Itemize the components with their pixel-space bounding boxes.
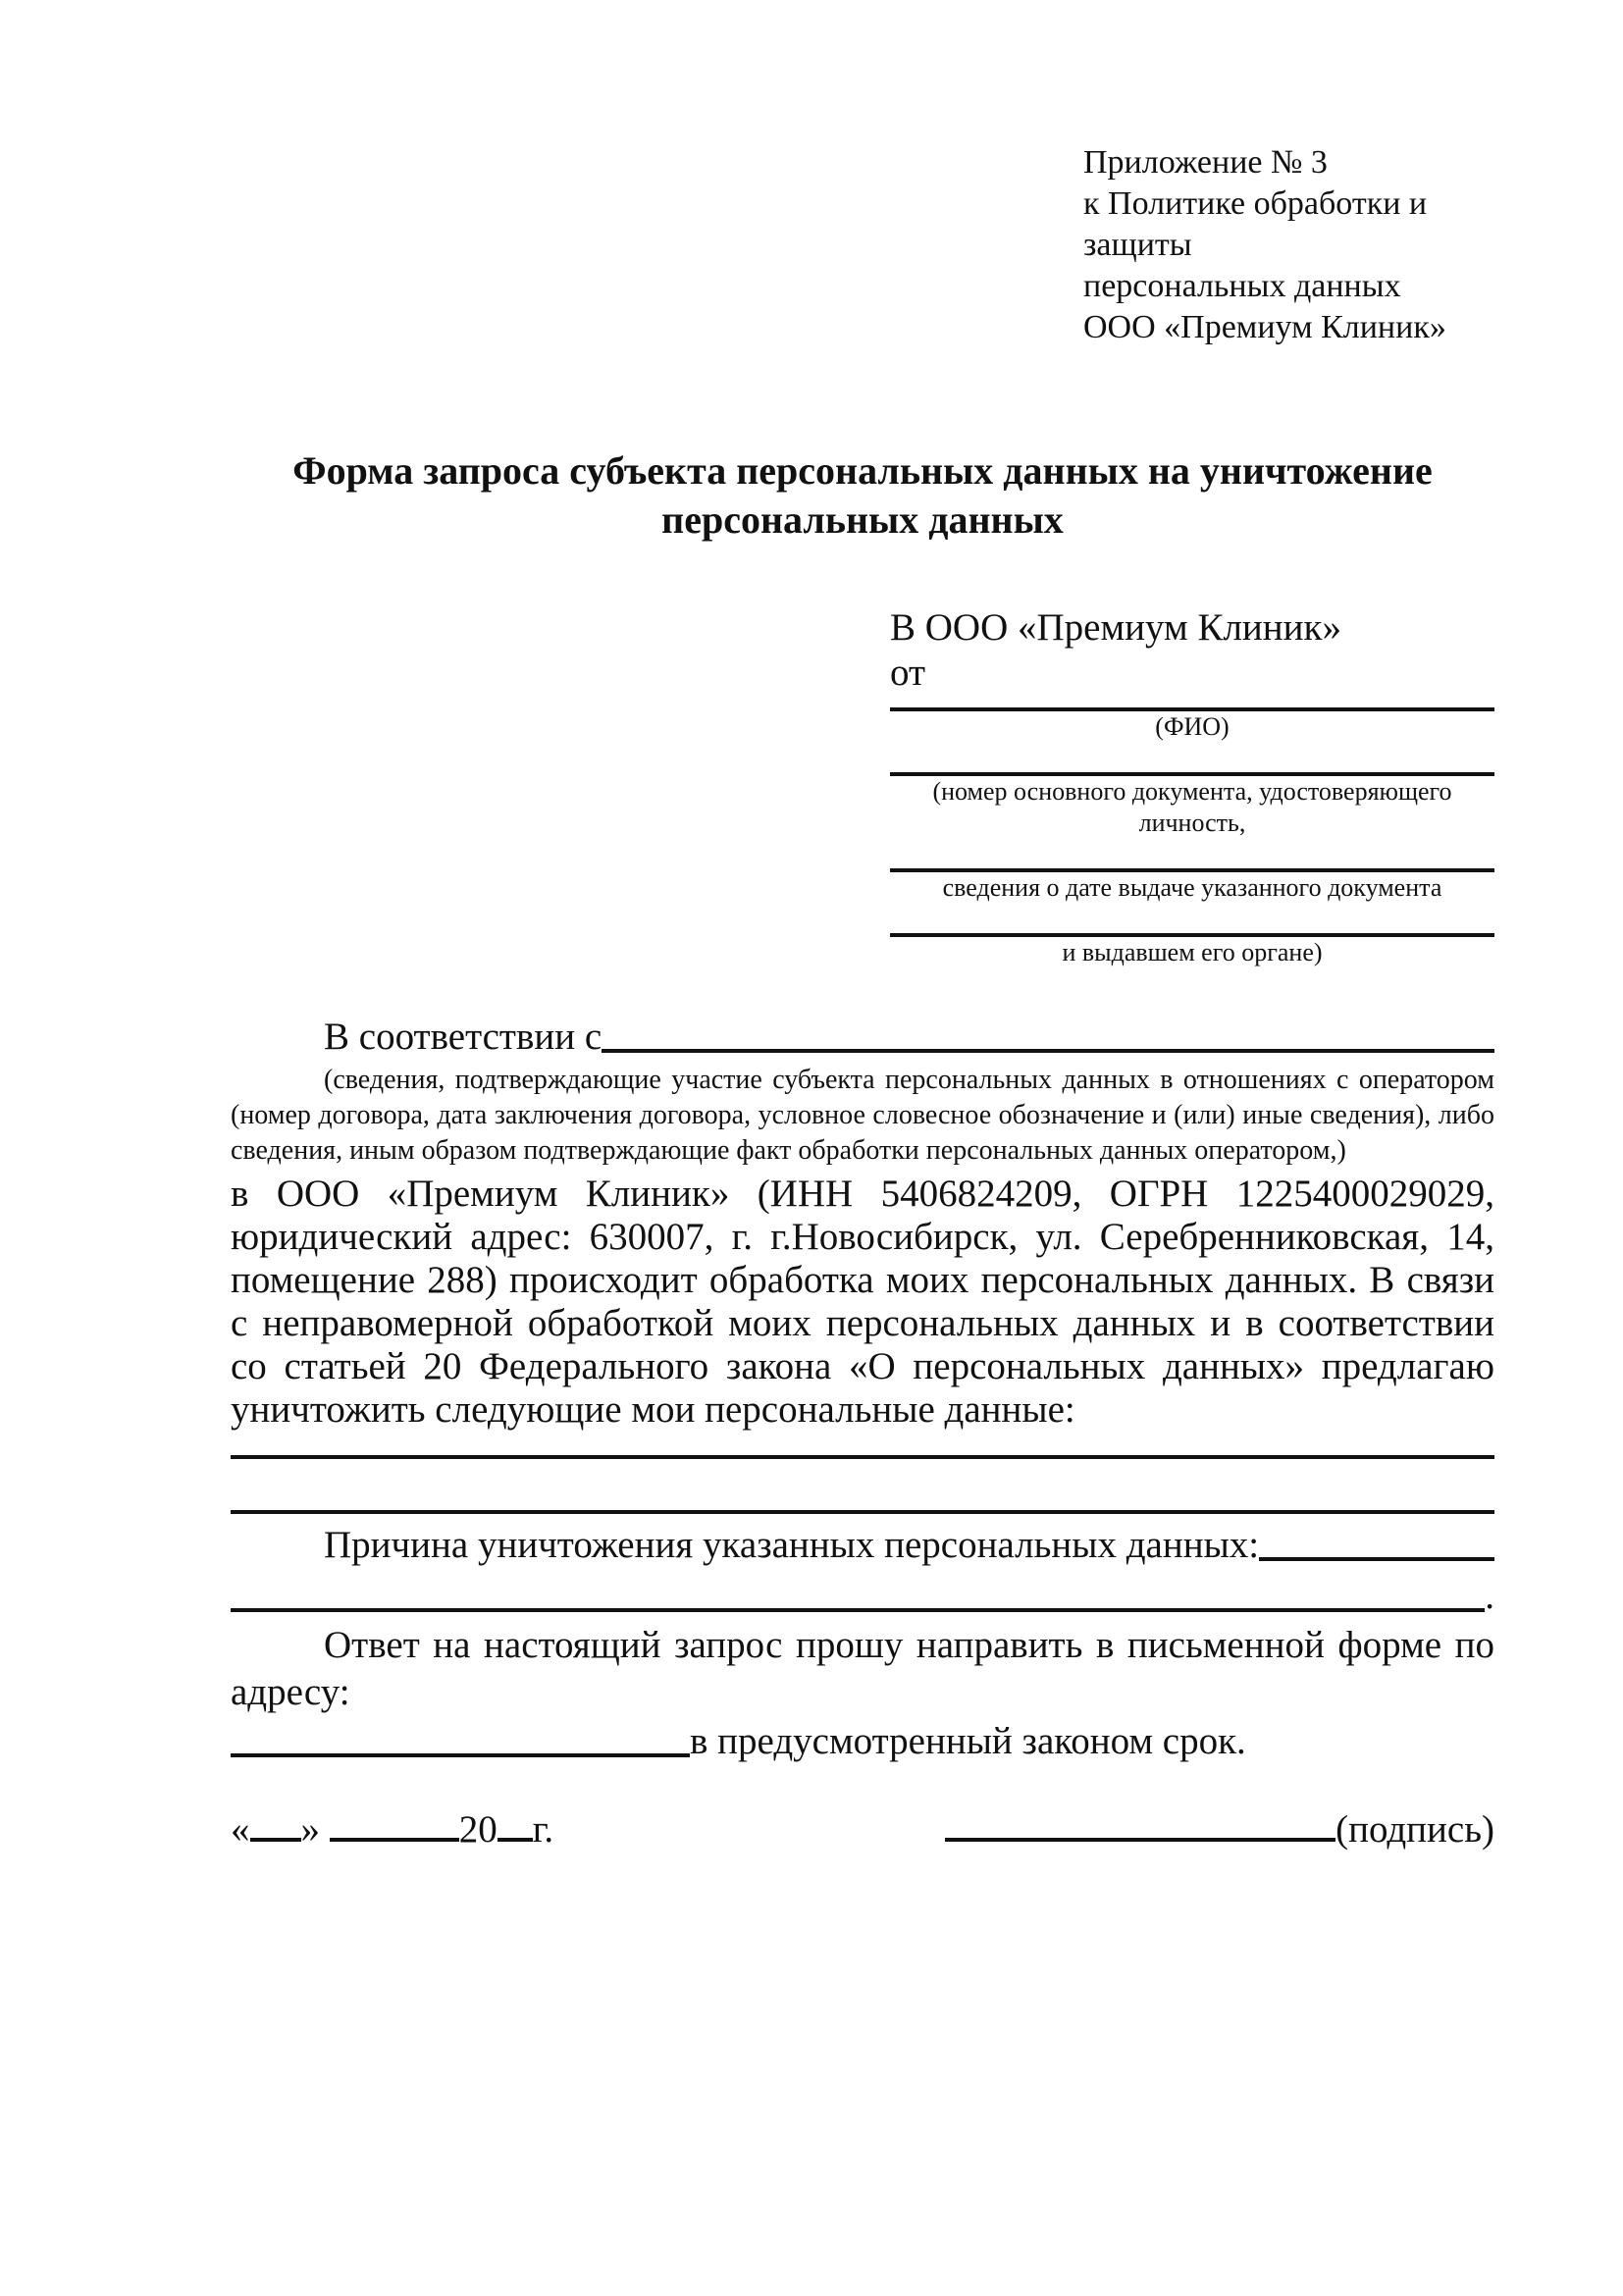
request-body: в ООО «Премиум Клиник» (ИНН 5406824209, ОГРН 1225400029029, юридический адрес: 630007, г. г.Новосибирск, ул. Серебренниковская, 14, помещение 288) происходит обработка моих персональных данных. В связи с неправомерной обработкой моих персональных данных и в соответствии со статьей 20 Федерального закона «О персональных данных» предлагаю уничтожить следующие мои персональные данные:	[231, 1173, 1494, 1431]
date-close-quote: »	[300, 1808, 320, 1851]
reason-continuation-row	[231, 1573, 1494, 1620]
signature-area	[945, 1804, 1494, 1853]
personal-data-blank-line-1	[231, 1432, 1494, 1459]
date-month-blank	[330, 1804, 459, 1842]
reply-request-text: Ответ на настоящий запрос прошу направить в письменной форме по адресу:	[231, 1624, 1494, 1713]
reason-row	[231, 1522, 1494, 1569]
date-year-blank	[497, 1804, 533, 1842]
form-title: Форма запроса субъекта персональных данных на уничтожение персональных данных	[292, 448, 1433, 542]
issuing-authority-blank-line	[890, 904, 1494, 937]
appendix-line: ООО «Премиум Клиник»	[1083, 309, 1446, 345]
signature-caption: (подпись)	[1335, 1808, 1494, 1851]
document-number-blank-line	[890, 743, 1494, 776]
accordance-row	[231, 1014, 1494, 1061]
date-year-suffix: г.	[532, 1808, 554, 1851]
date-line	[231, 1804, 553, 1853]
date-day-blank	[250, 1804, 301, 1842]
fio-caption: (ФИО)	[1155, 712, 1230, 741]
reason-blank-line-2	[231, 1573, 1485, 1612]
signature-blank-line	[945, 1804, 1335, 1842]
appendix-line: персональных данных	[1083, 268, 1401, 304]
reason-label: Причина уничтожения указанных персональных данных:	[324, 1524, 1260, 1566]
appendix-line: к Политике обработки и защиты	[1083, 185, 1428, 263]
issue-date-blank-line	[890, 839, 1494, 872]
reply-address-blank-line	[231, 1718, 690, 1757]
issue-date-caption: сведения о дате выдаче указанного документа	[942, 873, 1442, 902]
appendix-note	[1083, 142, 1494, 348]
accordance-lead: В соответствии с	[324, 1016, 602, 1058]
reason-period: .	[1485, 1575, 1494, 1617]
reply-address-row	[231, 1718, 1494, 1765]
addressee-to: В ООО «Премиум Клиник»	[890, 606, 1341, 649]
personal-data-blank-line-2	[231, 1459, 1494, 1514]
reply-tail-text: в предусмотренный законом срок.	[690, 1720, 1246, 1762]
issuing-authority-caption: и выдавшем его органе)	[1062, 938, 1323, 966]
date-open-quote: «	[231, 1808, 250, 1851]
appendix-line: Приложение № 3	[1083, 144, 1328, 181]
accordance-footnote: (сведения, подтверждающие участие субъекта персональных данных в отношениях с оператором (номер договора, дата заключения договора, условное словесное обозначение и (или) иные сведения), либо сведения, иным образом подтверждающие факт обработки персональных данных оператором,)	[231, 1065, 1494, 1166]
fio-blank-line	[890, 696, 1494, 711]
date-signature-row	[231, 1804, 1494, 1853]
accordance-blank-line	[602, 1014, 1494, 1053]
addressee-block	[890, 605, 1494, 968]
reason-blank-line	[1259, 1522, 1494, 1561]
addressee-from-label: от	[890, 652, 926, 694]
document-number-caption: (номер основного документа, удостоверяющего личность,	[932, 777, 1452, 837]
date-century: 20	[458, 1808, 497, 1851]
